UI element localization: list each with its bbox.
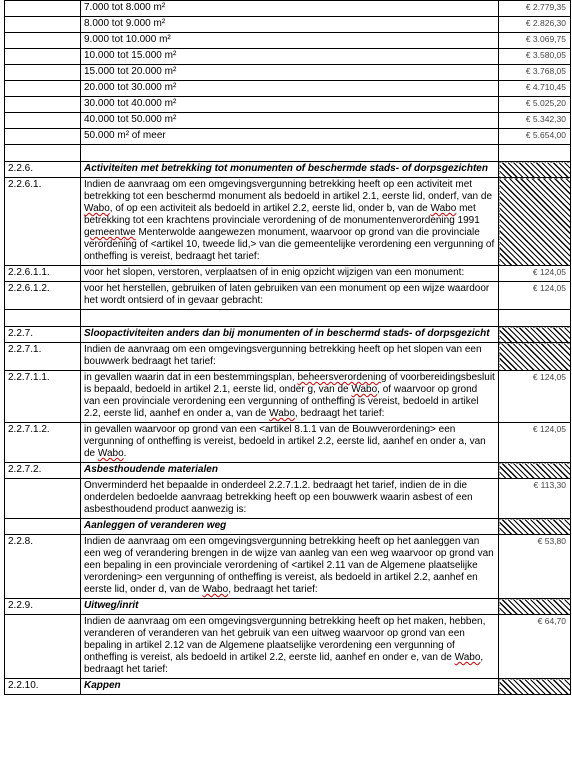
clause-text: Indien de aanvraag om een omgevingsvergunning betrekking heeft op een activiteit met betrekking tot een beschermd monument als bedoeld in artikel 2.1, eerste lid, onderf, van de Wabo, of op een activiteit als bedoeld in artikel 2.2, eerste lid, onder b, van de Wabo met betrekking tot een krachtens provinciale verordening of de monumentenverordening 1991 gemeentwe Menterwolde aangewezen monument, waarvoor op grond van die provinciale verordening of <artikel 10, tweede lid,> van die gemeentelijke verordening een vergunning of ontheffing is vereist, bedraagt het tarief:: [81, 178, 499, 266]
section-number: 2.2.6.: [5, 162, 81, 178]
area-range: 20.000 tot 30.000 m²: [81, 81, 499, 97]
area-range: 7.000 tot 8.000 m²: [81, 1, 499, 17]
tarief-table: [4, 0, 571, 695]
empty-number-cell: [5, 33, 81, 49]
clause-number: 2.2.7.1.: [5, 343, 81, 371]
tariff-amount: € 124,05: [499, 423, 571, 463]
clause-row: [5, 343, 571, 371]
area-rows: [5, 1, 571, 145]
clause-number: [5, 615, 81, 679]
empty-number-cell: [5, 65, 81, 81]
area-range: 40.000 tot 50.000 m²: [81, 113, 499, 129]
empty-number-cell: [5, 129, 81, 145]
area-range: 50.000 m² of meer: [81, 129, 499, 145]
tariff-amount: € 64,70: [499, 615, 571, 679]
clause-number: 2.2.6.1.: [5, 178, 81, 266]
tariff-amount: € 2.779,35: [499, 1, 571, 17]
clause-row: [5, 479, 571, 519]
section-title: Asbesthoudende materialen: [81, 463, 499, 479]
empty-number-cell: [5, 97, 81, 113]
clause-row: [5, 423, 571, 463]
clause-row: [5, 178, 571, 266]
area-row: [5, 113, 571, 129]
section-number: 2.2.9.: [5, 599, 81, 615]
section-title: Activiteiten met betrekking tot monumenten of beschermde stads- of dorpsgezichten: [81, 162, 499, 178]
tariff-amount: € 4.710,45: [499, 81, 571, 97]
area-row: [5, 97, 571, 113]
area-row: [5, 65, 571, 81]
tariff-amount: € 5.025,20: [499, 97, 571, 113]
clause-number: 2.2.8.: [5, 535, 81, 599]
tariff-amount: € 3.069,75: [499, 33, 571, 49]
clause-text: voor het slopen, verstoren, verplaatsen of in enig opzicht wijzigen van een monument:: [81, 266, 499, 282]
clause-row: [5, 371, 571, 423]
tariff-amount: € 5.654,00: [499, 129, 571, 145]
hatch-cell: [499, 679, 571, 695]
section-row: [5, 162, 571, 178]
clause-text: Indien de aanvraag om een omgevingsvergunning betrekking heeft op het slopen van een bouwwerk bedraagt het tarief:: [81, 343, 499, 371]
area-range: 9.000 tot 10.000 m²: [81, 33, 499, 49]
area-range: 8.000 tot 9.000 m²: [81, 17, 499, 33]
section-row: [5, 463, 571, 479]
tariff-amount: € 124,05: [499, 266, 571, 282]
hatch-cell: [499, 463, 571, 479]
clause-text: in gevallen waarvoor op grond van een <artikel 8.1.1 van de Bouwverordening> een vergunning of ontheffing is vereist, bedoeld in artikel 2.2, eerste lid, aanhef en onder a, van de Wabo.: [81, 423, 499, 463]
section-row: [5, 599, 571, 615]
clause-text: in gevallen waarin dat in een bestemmingsplan, beheersverordening of voorbereidingsbesluit is bepaald, bedoeld in artikel 2.1, eerste lid, onder g, van de Wabo, of waarvoor op grond van een provinciale verordening een vergunning of ontheffing is vereist, bedoeld in artikel 2.2, eerste lid, aanhef en onder a, van de Wabo, bedraagt het tarief:: [81, 371, 499, 423]
blank-row: [5, 145, 571, 162]
clause-number: [5, 479, 81, 519]
area-row: [5, 81, 571, 97]
clause-row: [5, 282, 571, 310]
area-row: [5, 17, 571, 33]
empty-number-cell: [5, 81, 81, 97]
hatch-cell: [499, 327, 571, 343]
hatch-cell: [499, 343, 571, 371]
section-number: 2.2.7.: [5, 327, 81, 343]
area-range: 10.000 tot 15.000 m²: [81, 49, 499, 65]
blank-row: [5, 310, 571, 327]
area-row: [5, 129, 571, 145]
area-row: [5, 1, 571, 17]
clause-text: voor het herstellen, gebruiken of laten gebruiken van een monument op een wijze waardoor het wordt ontsierd of in gevaar gebracht:: [81, 282, 499, 310]
area-range: 30.000 tot 40.000 m²: [81, 97, 499, 113]
area-row: [5, 49, 571, 65]
clause-text: Onverminderd het bepaalde in onderdeel 2.2.7.1.2. bedraagt het tarief, indien de in die onderdelen bedoelde aanvraag betrekking heeft op een bouwwerk waarin asbest of een asbesthoudend product aanwezig is:: [81, 479, 499, 519]
tariff-amount: € 2.826,30: [499, 17, 571, 33]
section-row: [5, 327, 571, 343]
clause-number: 2.2.6.1.1.: [5, 266, 81, 282]
section-title: Aanleggen of veranderen weg: [81, 519, 499, 535]
empty-number-cell: [5, 17, 81, 33]
section-title: Sloopactiviteiten anders dan bij monumenten of in beschermd stads- of dorpsgezicht: [81, 327, 499, 343]
clause-row: [5, 615, 571, 679]
section-row: [5, 519, 571, 535]
tariff-amount: € 3.768,05: [499, 65, 571, 81]
clause-row: [5, 535, 571, 599]
tariff-amount: € 53,80: [499, 535, 571, 599]
tariff-amount: € 5.342,30: [499, 113, 571, 129]
tariff-amount: € 113,30: [499, 479, 571, 519]
clause-text: Indien de aanvraag om een omgevingsvergunning betrekking heeft op het maken, hebben, veranderen of veranderen van het gebruik van een uitweg waarvoor op grond van een bepaling in artikel 2.12 van de Algemene plaatselijke verordening een vergunning of ontheffing is vereist, als bedoeld in artikel 2.2, eerste lid, aanhef en onder e, van de Wabo, bedraagt het tarief:: [81, 615, 499, 679]
section-title: Uitweg/inrit: [81, 599, 499, 615]
empty-number-cell: [5, 1, 81, 17]
tariff-amount: € 124,05: [499, 371, 571, 423]
hatch-cell: [499, 519, 571, 535]
hatch-cell: [499, 599, 571, 615]
tariff-amount: € 3.580,05: [499, 49, 571, 65]
section-number: 2.2.10.: [5, 679, 81, 695]
clause-number: 2.2.7.1.2.: [5, 423, 81, 463]
tariff-amount: € 124,05: [499, 282, 571, 310]
empty-number-cell: [5, 49, 81, 65]
hatch-cell: [499, 162, 571, 178]
section-number: [5, 519, 81, 535]
clause-number: 2.2.6.1.2.: [5, 282, 81, 310]
area-range: 15.000 tot 20.000 m²: [81, 65, 499, 81]
area-row: [5, 33, 571, 49]
section-row: [5, 679, 571, 695]
clause-number: 2.2.7.1.1.: [5, 371, 81, 423]
clause-row: [5, 266, 571, 282]
clause-text: Indien de aanvraag om een omgevingsvergunning betrekking heeft op het aanleggen van een weg of verandering brengen in de wijze van aanleg van een weg waarvoor op grond van een bepaling in een provinciale verordening of <artikel 2.11 van de Algemene plaatselijke verordening> een vergunning of ontheffing is vereist, als bedoeld in artikel 2.2, aanhef en eerste lid, onder d, van de Wabo, bedraagt het tarief:: [81, 535, 499, 599]
hatch-cell: [499, 178, 571, 266]
section-title: Kappen: [81, 679, 499, 695]
empty-number-cell: [5, 113, 81, 129]
section-number: 2.2.7.2.: [5, 463, 81, 479]
